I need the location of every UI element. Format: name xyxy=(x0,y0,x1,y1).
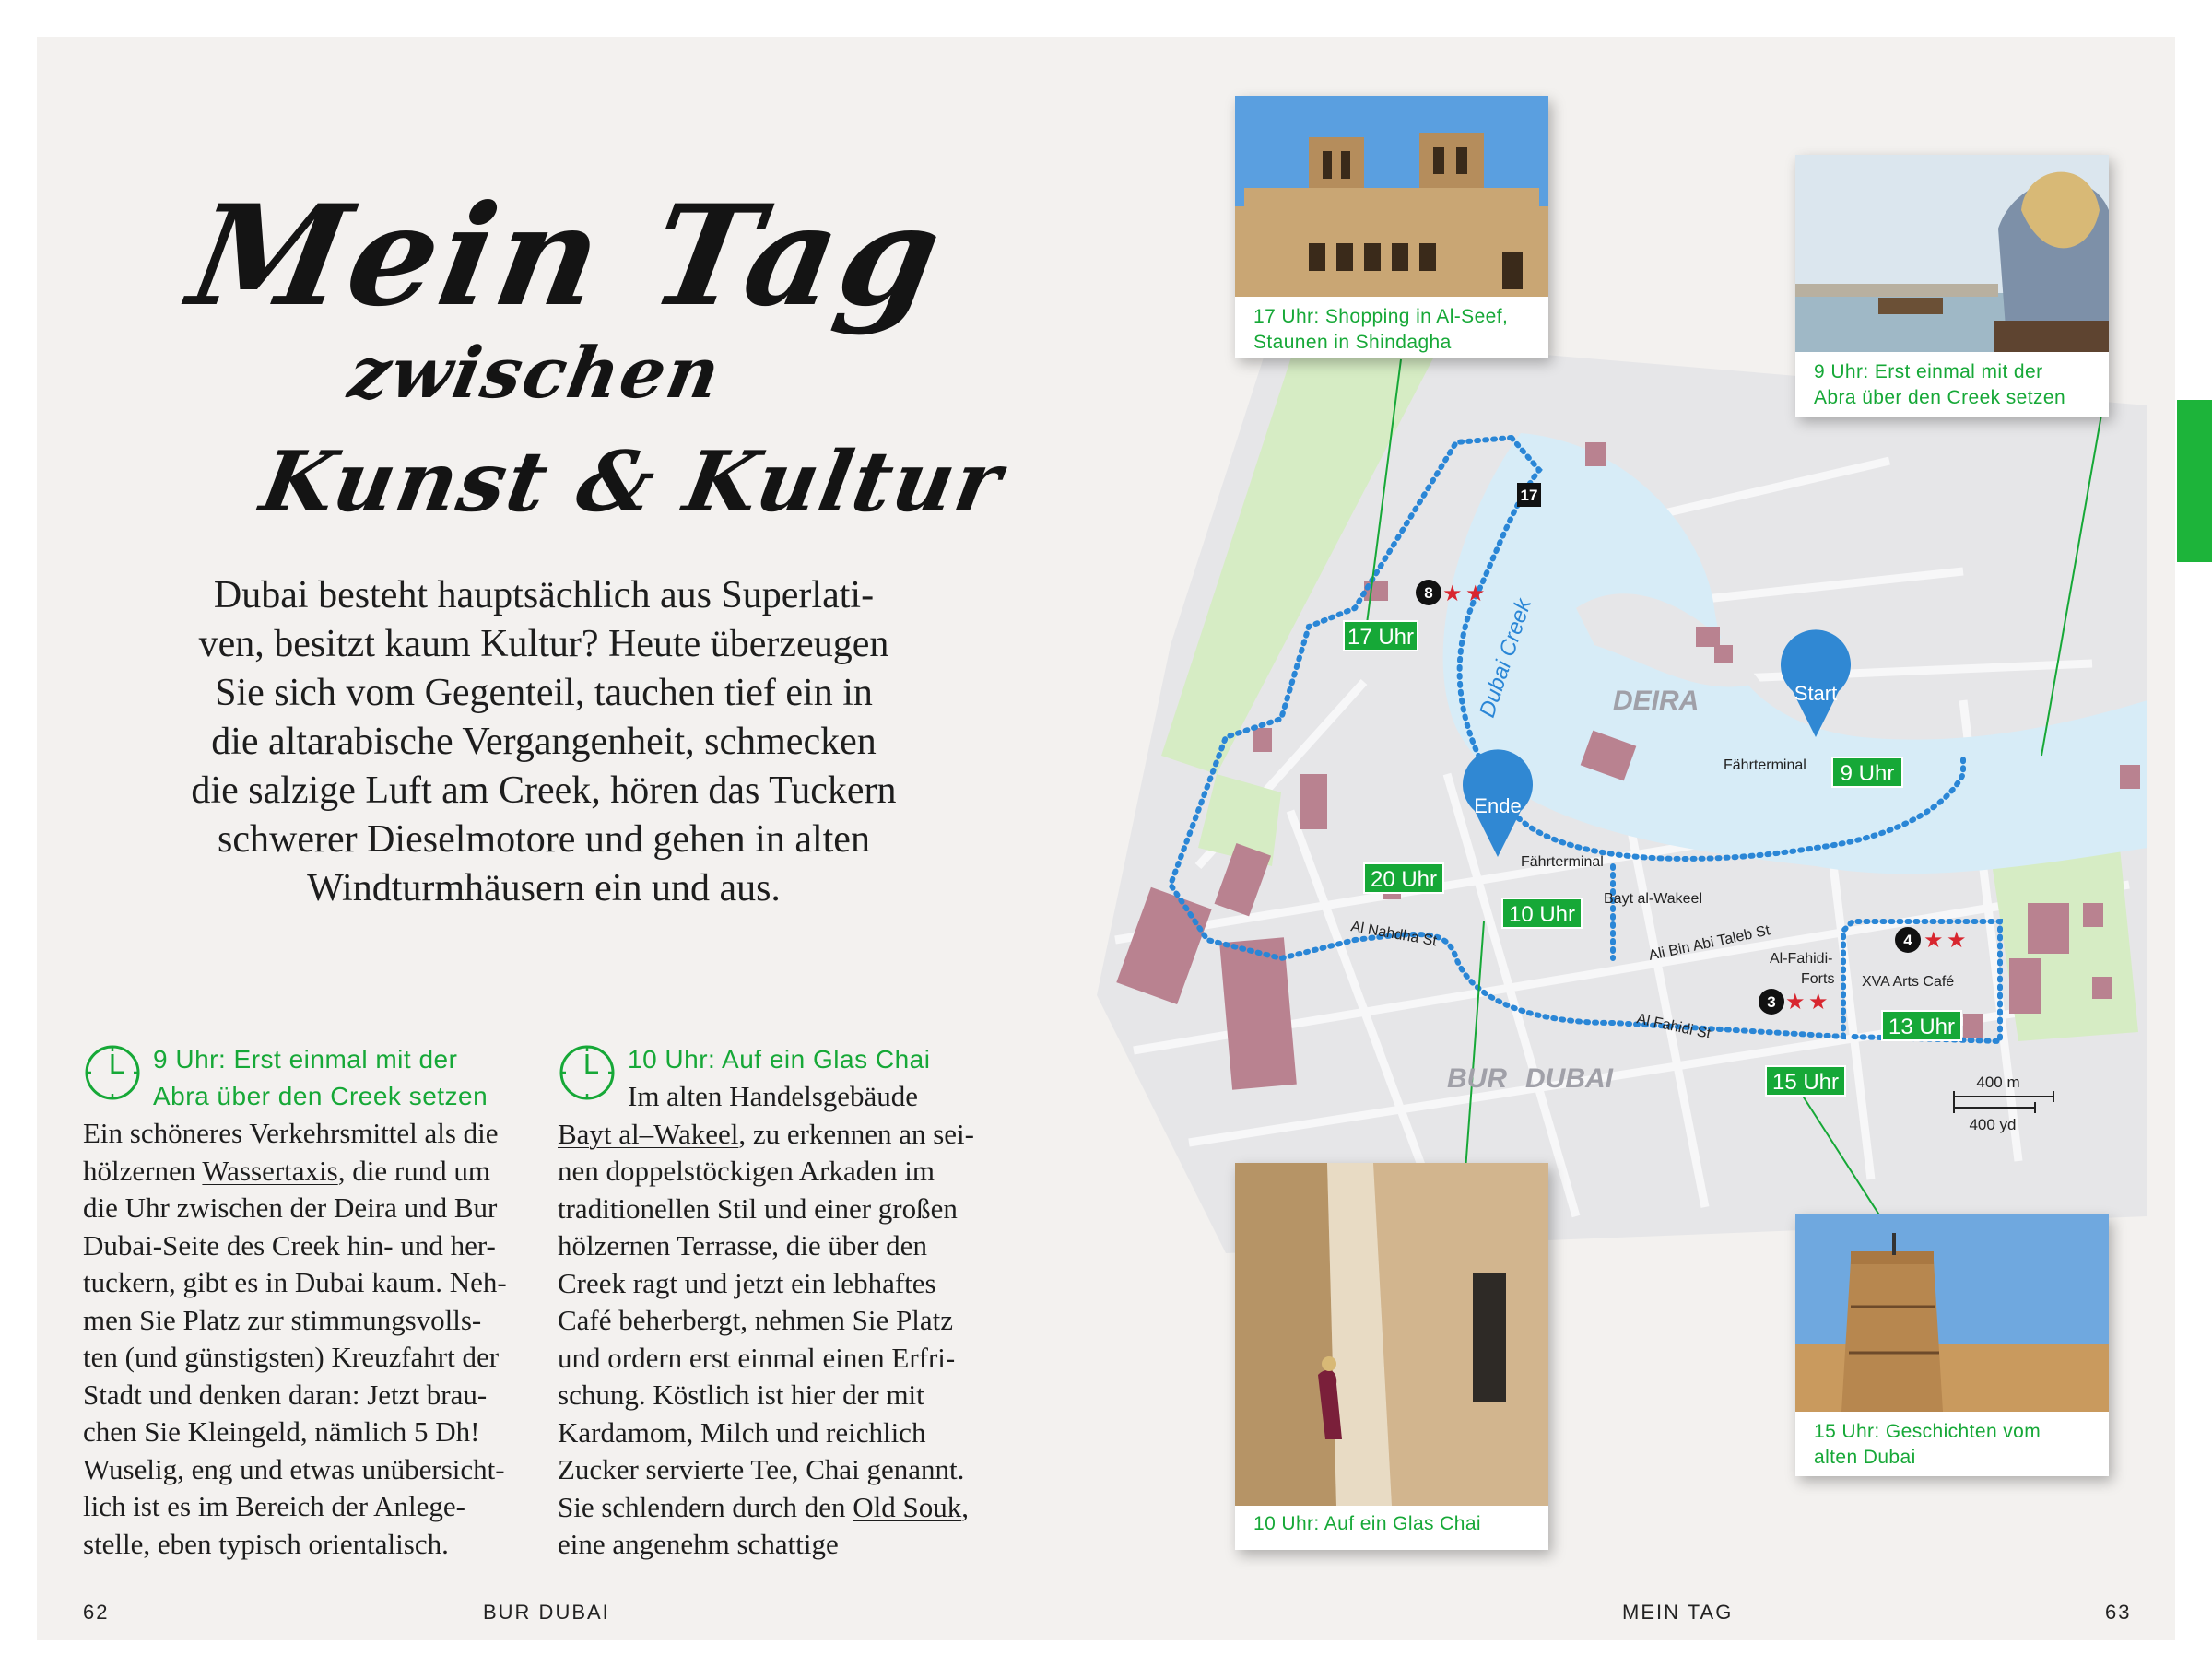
route-map xyxy=(1060,295,2147,1253)
photo-card-10-uhr xyxy=(1235,1163,1548,1550)
section-heading: 10 Uhr: Auf ein Glas Chai xyxy=(628,1045,931,1074)
label-xva-arts-cafe: XVA Arts Café xyxy=(1862,974,1955,990)
time-badge-10-uhr xyxy=(1502,898,1582,928)
link-bayt-al-wakeel[interactable]: Bayt al–Wakeel xyxy=(558,1117,739,1150)
clock-icon xyxy=(558,1043,617,1102)
photo-card-17-uhr xyxy=(1235,96,1548,358)
photo-caption: 10 Uhr: Auf ein Glas Chai xyxy=(1253,1513,1481,1534)
svg-text:13 Uhr: 13 Uhr xyxy=(1888,1015,1956,1039)
svg-text:8: 8 xyxy=(1424,584,1433,602)
clock-icon xyxy=(83,1043,142,1102)
svg-text:Ende: Ende xyxy=(1474,794,1522,817)
intro-line: ven, besitzt kaum Kultur? Heute überzeugen xyxy=(198,623,889,665)
label-al-fahidi-st: Al Fahidi St xyxy=(1635,1011,1712,1042)
photo-old-souk-alley xyxy=(1235,1163,1548,1506)
svg-text:4: 4 xyxy=(1903,932,1912,949)
photo-caption: 15 Uhr: Geschichten vom alten Dubai xyxy=(1814,1421,2041,1468)
marker-8 xyxy=(1416,580,1441,605)
page-number-left: 62 xyxy=(83,1601,110,1624)
photo-al-fahidi-fort xyxy=(1795,1214,2109,1412)
link-wassertaxis[interactable]: Wassertaxis xyxy=(202,1154,338,1187)
label-faehrterminal-bur: Fährterminal xyxy=(1521,854,1604,870)
photo-card-15-uhr xyxy=(1795,1214,2109,1476)
intro-line: Windturmhäusern ein und aus. xyxy=(307,867,781,909)
svg-text:3: 3 xyxy=(1767,993,1776,1011)
svg-text:★: ★ xyxy=(1808,989,1829,1015)
chapter-tab xyxy=(2177,400,2212,562)
link-old-souk[interactable]: Old Souk xyxy=(853,1490,962,1523)
svg-text:★: ★ xyxy=(1442,581,1463,606)
label-bayt-al-wakeel: Bayt al-Wakeel xyxy=(1604,891,1702,907)
time-badge-15-uhr xyxy=(1766,1066,1845,1096)
svg-text:15 Uhr: 15 Uhr xyxy=(1771,1070,1840,1095)
section-9-uhr xyxy=(83,1041,553,1563)
title-line-1: Mein Tag xyxy=(179,175,956,337)
running-head-left: BUR DUBAI xyxy=(483,1601,610,1624)
title-line-3: Kunst & Kultur xyxy=(253,433,1010,531)
creek-label: Dubai Creek xyxy=(1475,595,1536,721)
svg-text:★: ★ xyxy=(1785,989,1806,1015)
district-bur: BUR xyxy=(1447,1063,1507,1094)
marker-17 xyxy=(1517,483,1541,507)
intro-line: Sie sich vom Gegenteil, tauchen tief ein in xyxy=(215,672,873,714)
label-faehrterminal-deira: Fährterminal xyxy=(1724,757,1806,773)
district-deira: DEIRA xyxy=(1613,686,1700,716)
title-line-2: zwischen xyxy=(343,332,728,414)
section-10-uhr xyxy=(558,1041,1028,1564)
photo-caption: 17 Uhr: Shopping in Al-Seef, Staunen in Shindagha xyxy=(1253,306,1509,353)
label-al-fahidi-fort: Al-Fahidi- xyxy=(1770,951,1833,967)
time-badge-9-uhr xyxy=(1832,757,1902,787)
scale-metric: 400 m xyxy=(1976,1074,2020,1091)
marker-3 xyxy=(1759,989,1784,1015)
page-number-right: 63 xyxy=(2105,1601,2132,1624)
label-al-nahdha-st: Al Nahdha St xyxy=(1349,919,1439,950)
photo-abra-creek xyxy=(1795,155,2109,352)
intro-line: schwerer Dieselmotore und gehen in alten xyxy=(218,818,870,861)
svg-text:★: ★ xyxy=(1924,927,1944,953)
time-badge-17-uhr xyxy=(1344,621,1418,651)
label-ali-bin-abi-taleb-st: Ali Bin Abi Taleb St xyxy=(1647,922,1771,964)
intro-line: Dubai besteht hauptsächlich aus Superlati- xyxy=(213,574,875,616)
svg-text:17 Uhr: 17 Uhr xyxy=(1347,625,1415,650)
svg-text:20 Uhr: 20 Uhr xyxy=(1370,867,1438,892)
section-body: Im alten Handelsgebäude Bayt al–Wakeel, zu erkennen an sei- nen doppelstöckigen Arkaden im traditionellen Stil und einer großen hölzernen Terrasse, die über den Creek ragt und jetzt ein lebhaftes Café beherbergt, nehmen Sie Platz und ordern erst einmal einen Erfri- schung. Köstlich ist hier der mit Kardamom, Milch und reichlich Zucker servierte Tee, Chai genannt. Sie schlendern durch den Old Souk, eine angenehm schattige xyxy=(558,1080,974,1560)
scale-imperial: 400 yd xyxy=(1969,1116,2017,1133)
section-heading: 9 Uhr: Erst einmal mit der Abra über den Creek setzen xyxy=(153,1045,488,1110)
intro-line: die salzige Luft am Creek, hören das Tuckern xyxy=(191,769,897,812)
intro-line: die altarabische Vergangenheit, schmecken xyxy=(211,721,877,763)
time-badge-20-uhr xyxy=(1364,863,1443,893)
district-dubai: DUBAI xyxy=(1525,1063,1613,1094)
svg-text:Start: Start xyxy=(1794,682,1838,705)
svg-text:★: ★ xyxy=(1947,927,1967,953)
intro-paragraph xyxy=(129,571,959,913)
photo-shindagha-windtowers xyxy=(1235,96,1548,297)
section-body: Ein schöneres Verkehrsmittel als die hölzernen Wassertaxis, die rund um die Uhr zwischen der Deira und Bur Dubai-Seite des Creek hin- und her- tuckern, gibt es in Dubai kaum. Neh- men Sie Platz zur stimmungsvolls- ten (und günstigsten) Kreuzfahrt der Stadt und denken daran: Jetzt brau- chen Sie Kleingeld, nämlich 5 Dh! Wuselig, eng und etwas unübersicht- lich ist es im Bereich der Anlege- stelle, eben typisch orientalisch. xyxy=(83,1117,507,1560)
photo-card-9-uhr xyxy=(1795,155,2109,417)
svg-text:17: 17 xyxy=(1520,487,1538,504)
label-forts: Forts xyxy=(1801,971,1835,987)
running-head-right: MEIN TAG xyxy=(1622,1601,1734,1624)
svg-text:9 Uhr: 9 Uhr xyxy=(1840,761,1895,786)
svg-text:10 Uhr: 10 Uhr xyxy=(1508,902,1576,927)
photo-caption: 9 Uhr: Erst einmal mit der Abra über den Creek setzen xyxy=(1814,361,2066,408)
svg-text:★: ★ xyxy=(1465,581,1486,606)
time-badge-13-uhr xyxy=(1882,1011,1961,1040)
marker-4 xyxy=(1895,927,1921,953)
